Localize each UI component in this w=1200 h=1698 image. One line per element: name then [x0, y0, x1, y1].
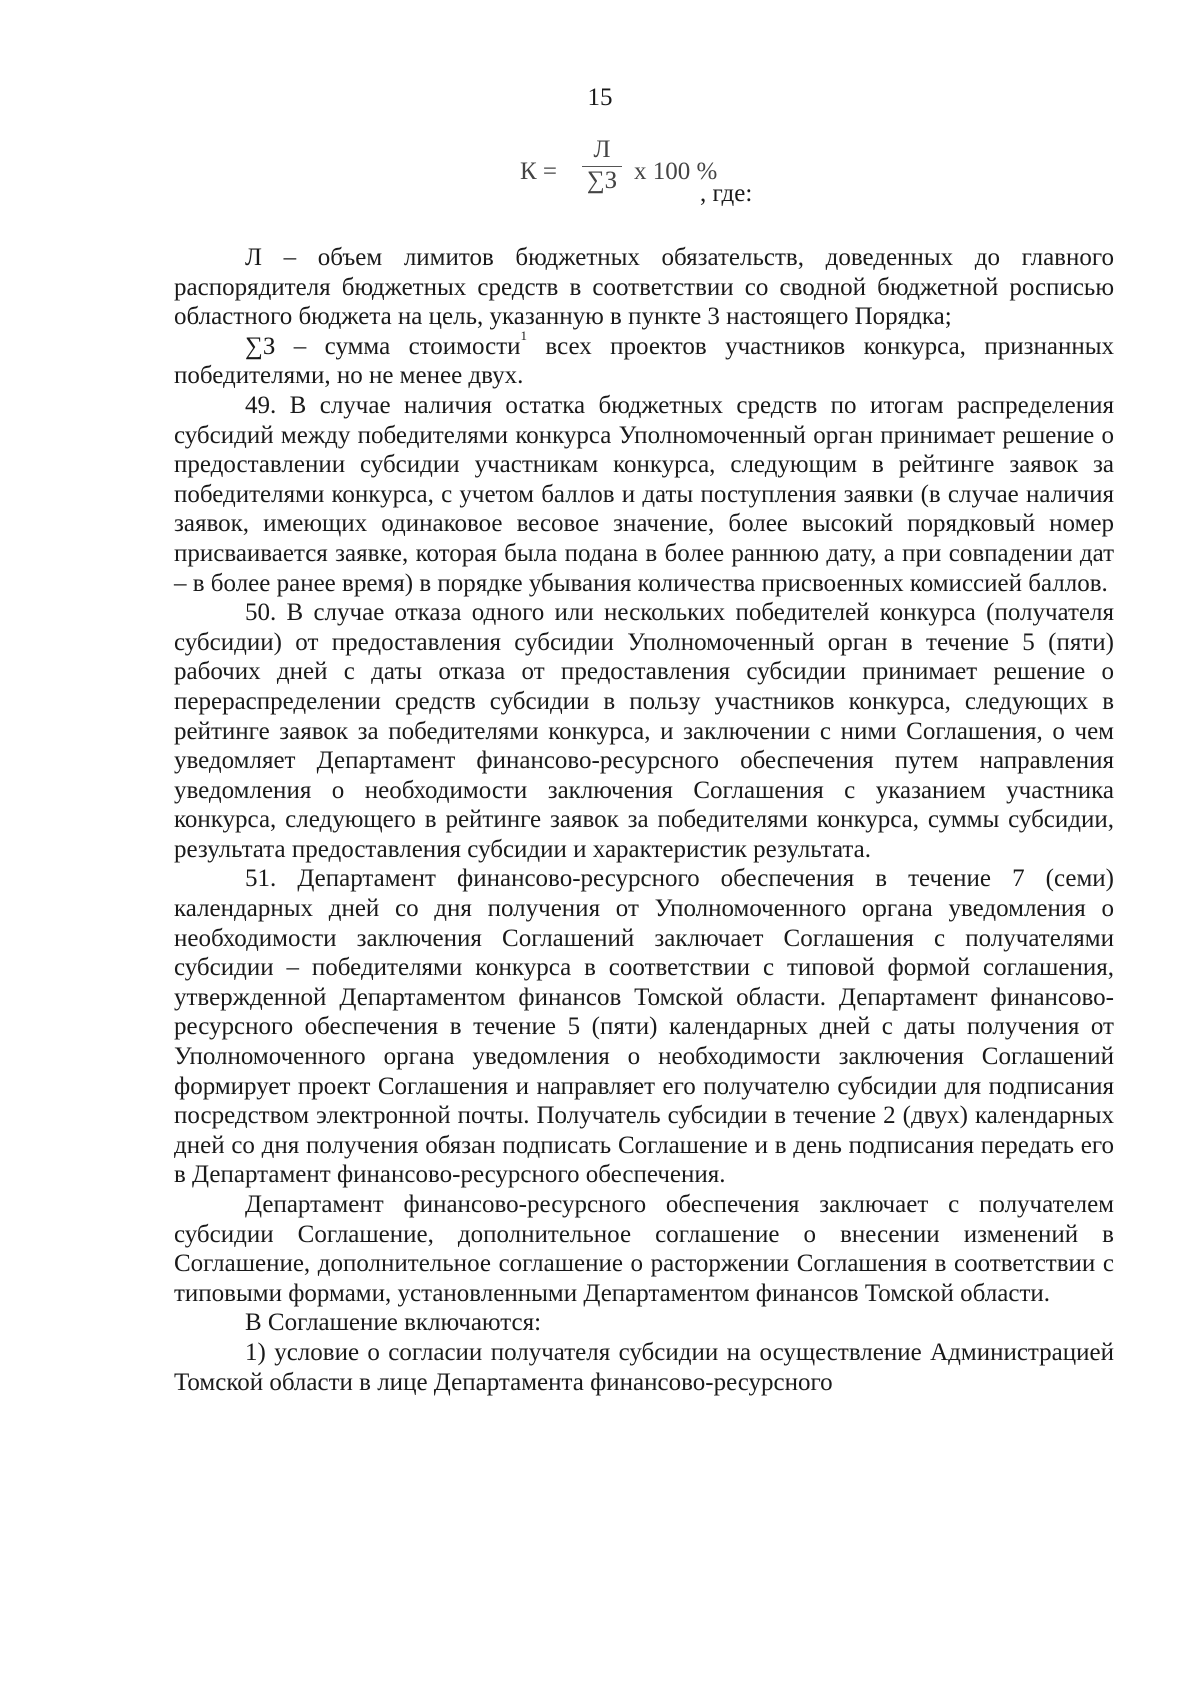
- paragraph-agreement: Департамент финансово-ресурсного обеспечения заключает с получателем субсидии Соглашение, дополнительное соглашение о внесении изменений в Соглашение, дополнительное соглашение о расторжении Соглашения в соответствии с типовыми формами, установленными Департаментом финансов Томской области.: [174, 1191, 1114, 1307]
- formula-lhs: К =: [520, 158, 558, 185]
- footnote-marker: 1: [520, 327, 528, 343]
- paragraph-50: 50. В случае отказа одного или нескольких победителей конкурса (получателя субсидии) от предоставления субсидии Уполномоченный орган в течение 5 (пяти) рабочих дней с даты отказа от предоставления субсидии принимает решение о перераспределении средств субсидии в пользу участников конкурса, следующих в рейтинге заявок за победителями конкурса, и заключении с ними Соглашения, о чем уведомляет Департамент финансово-ресурсного обеспечения путем направления уведомления о необходимости заключения Соглашения с указанием участника конкурса, следующего в рейтинге заявок за победителями конкурса, суммы субсидии, результата предоставления субсидии и характеристик результата.: [174, 599, 1114, 863]
- paragraph-definition-sum: [174, 327, 1114, 391]
- paragraph-51: 51. Департамент финансово-ресурсного обеспечения в течение 7 (семи) календарных дней со дня получения от Уполномоченного органа уведомления о необходимости заключения Соглашений заключает Соглашения с получателями субсидии – победителями конкурса в соответствии с типовой формой соглашения, утвержденной Департаментом финансов Томской области. Департамент финансово-ресурсного обеспечения в течение 5 (пяти) календарных дней с даты получения от Уполномоченного органа уведомления о необходимости заключения Соглашений формирует проект Соглашения и направляет его получателю субсидии для подписания посредством электронной почты. Получатель субсидии в течение 2 (двух) календарных дней со дня получения обязан подписать Соглашение и в день подписания передать его в Департамент финансово-ресурсного обеспечения.: [174, 865, 1114, 1189]
- document-body: [174, 243, 1114, 1397]
- formula-multiplier: х 100 %: [634, 158, 718, 185]
- paragraph-item-1: 1) условие о согласии получателя субсидии на осуществление Администрацией Томской области в лице Департамента финансово-ресурсного: [174, 1338, 1114, 1396]
- formula-denominator: ∑З: [586, 167, 618, 194]
- formula-numerator: Л: [593, 136, 611, 163]
- page-number: 15: [587, 84, 613, 111]
- formula-fraction: [580, 136, 624, 195]
- paragraph-49: 49. В случае наличия остатка бюджетных средств по итогам распределения субсидий между победителями конкурса Уполномоченный орган принимает решение о предоставлении субсидии участникам конкурса, следующим в рейтинге заявок за победителями конкурса, с учетом баллов и даты поступления заявки (в случае наличия заявок, имеющих одинаковое весовое значение, более высокий порядковый номер присваивается заявке, которая была подана в более раннюю дату, а при совпадении дат – в более ранее время) в порядке убывания количества присвоенных комиссией баллов.: [174, 391, 1114, 597]
- formula-suffix: , где:: [700, 180, 753, 207]
- paragraph-included: В Соглашение включаются:: [245, 1309, 542, 1337]
- paragraph-definition-l: Л – объем лимитов бюджетных обязательств, доведенных до главного распорядителя бюджетных средств в соответствии со сводной бюджетной росписью областного бюджета на цель, указанную в пункте 3 настоящего Порядка;: [174, 244, 1114, 331]
- sum-definition-text: ∑З – сумма стоимости: [245, 332, 521, 360]
- sum-definition-rest: всех проектов участников конкурса, признанных победителями, но не менее двух.: [174, 332, 1114, 390]
